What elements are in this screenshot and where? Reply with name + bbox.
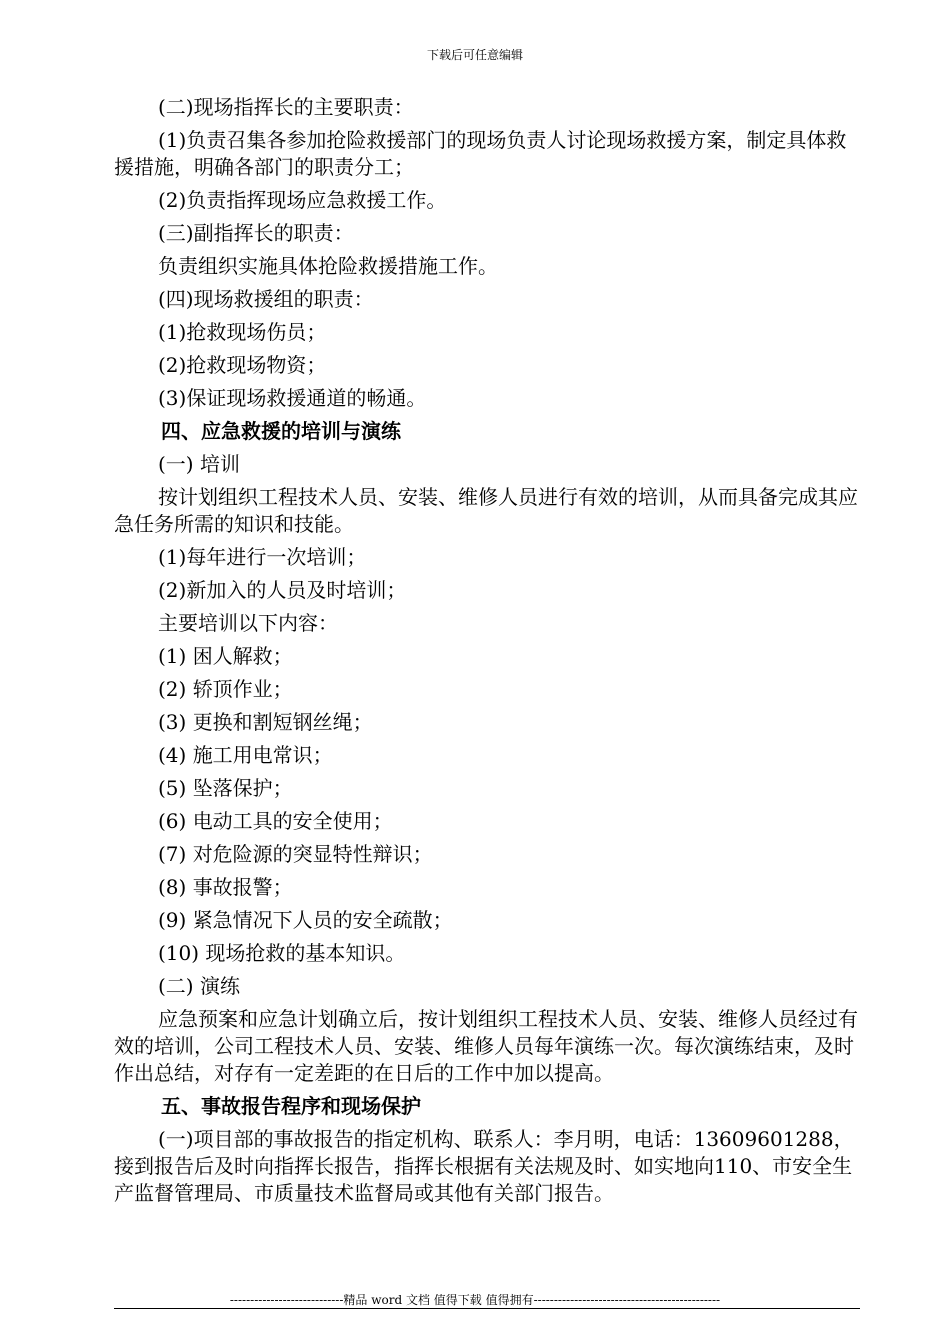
- list-item: (2) 轿顶作业；: [158, 677, 293, 701]
- page-footer: ----------------------------精品 word 文档 值得下载 值得拥有----------------------------------------------: [229, 1293, 721, 1307]
- paragraph: (1)负责召集各参加抢险救援部门的现场负责人讨论现场救援方案，制定具体救援措施，明确各部门的职责分工；: [114, 128, 847, 179]
- subsection-heading: (二)现场指挥长的主要职责：: [158, 95, 414, 119]
- subsection-heading: (四)现场救援组的职责：: [158, 287, 374, 311]
- paragraph: 按计划组织工程技术人员、安装、维修人员进行有效的培训，从而具备完成其应急任务所需的知识和技能。: [114, 485, 858, 536]
- subsection-heading: (三)副指挥长的职责：: [158, 221, 354, 245]
- list-item: (10) 现场抢救的基本知识。: [158, 941, 406, 965]
- list-item: (1)抢救现场伤员；: [158, 320, 327, 344]
- section-heading: 四、应急救援的培训与演练: [161, 419, 401, 443]
- subsection-heading: (二) 演练: [158, 974, 240, 998]
- paragraph: 主要培训以下内容：: [158, 611, 338, 635]
- list-item: (8) 事故报警；: [158, 875, 293, 899]
- paragraph: 应急预案和应急计划确立后，按计划组织工程技术人员、安装、维修人员经过有效的培训，公司工程技术人员、安装、维修人员每年演练一次。每次演练结束，及时作出总结，对存有一定差距的在日后的工作中加以提高。: [114, 1007, 858, 1085]
- list-item: (9) 紧急情况下人员的安全疏散；: [158, 908, 453, 932]
- list-item: (1) 困人解救；: [158, 644, 293, 668]
- paragraph: (一)项目部的事故报告的指定机构、联系人：李月明，电话：13609601288，接到报告后及时向指挥长报告，指挥长根据有关法规及时、如实地向110、市安全生产监督管理局、市质量技术监督局或其他有关部门报告。: [114, 1127, 854, 1205]
- section-heading: 五、事故报告程序和现场保护: [161, 1094, 421, 1118]
- list-item: (3)保证现场救援通道的畅通。: [158, 386, 427, 410]
- list-item: (2)新加入的人员及时培训；: [158, 578, 407, 602]
- list-item: (1)每年进行一次培训；: [158, 545, 367, 569]
- list-item: (3) 更换和割短钢丝绳；: [158, 710, 373, 734]
- paragraph: (2)负责指挥现场应急救援工作。: [158, 188, 447, 212]
- list-item: (5) 坠落保护；: [158, 776, 293, 800]
- paragraph: 负责组织实施具体抢险救援措施工作。: [158, 254, 498, 278]
- page-header: 下载后可任意编辑: [426, 48, 523, 62]
- list-item: (2)抢救现场物资；: [158, 353, 327, 377]
- list-item: (6) 电动工具的安全使用；: [158, 809, 393, 833]
- footer-divider: [114, 1308, 860, 1309]
- list-item: (4) 施工用电常识；: [158, 743, 333, 767]
- list-item: (7) 对危险源的突显特性辩识；: [158, 842, 433, 866]
- subsection-heading: (一) 培训: [158, 452, 240, 476]
- document-body: [114, 94, 859, 1213]
